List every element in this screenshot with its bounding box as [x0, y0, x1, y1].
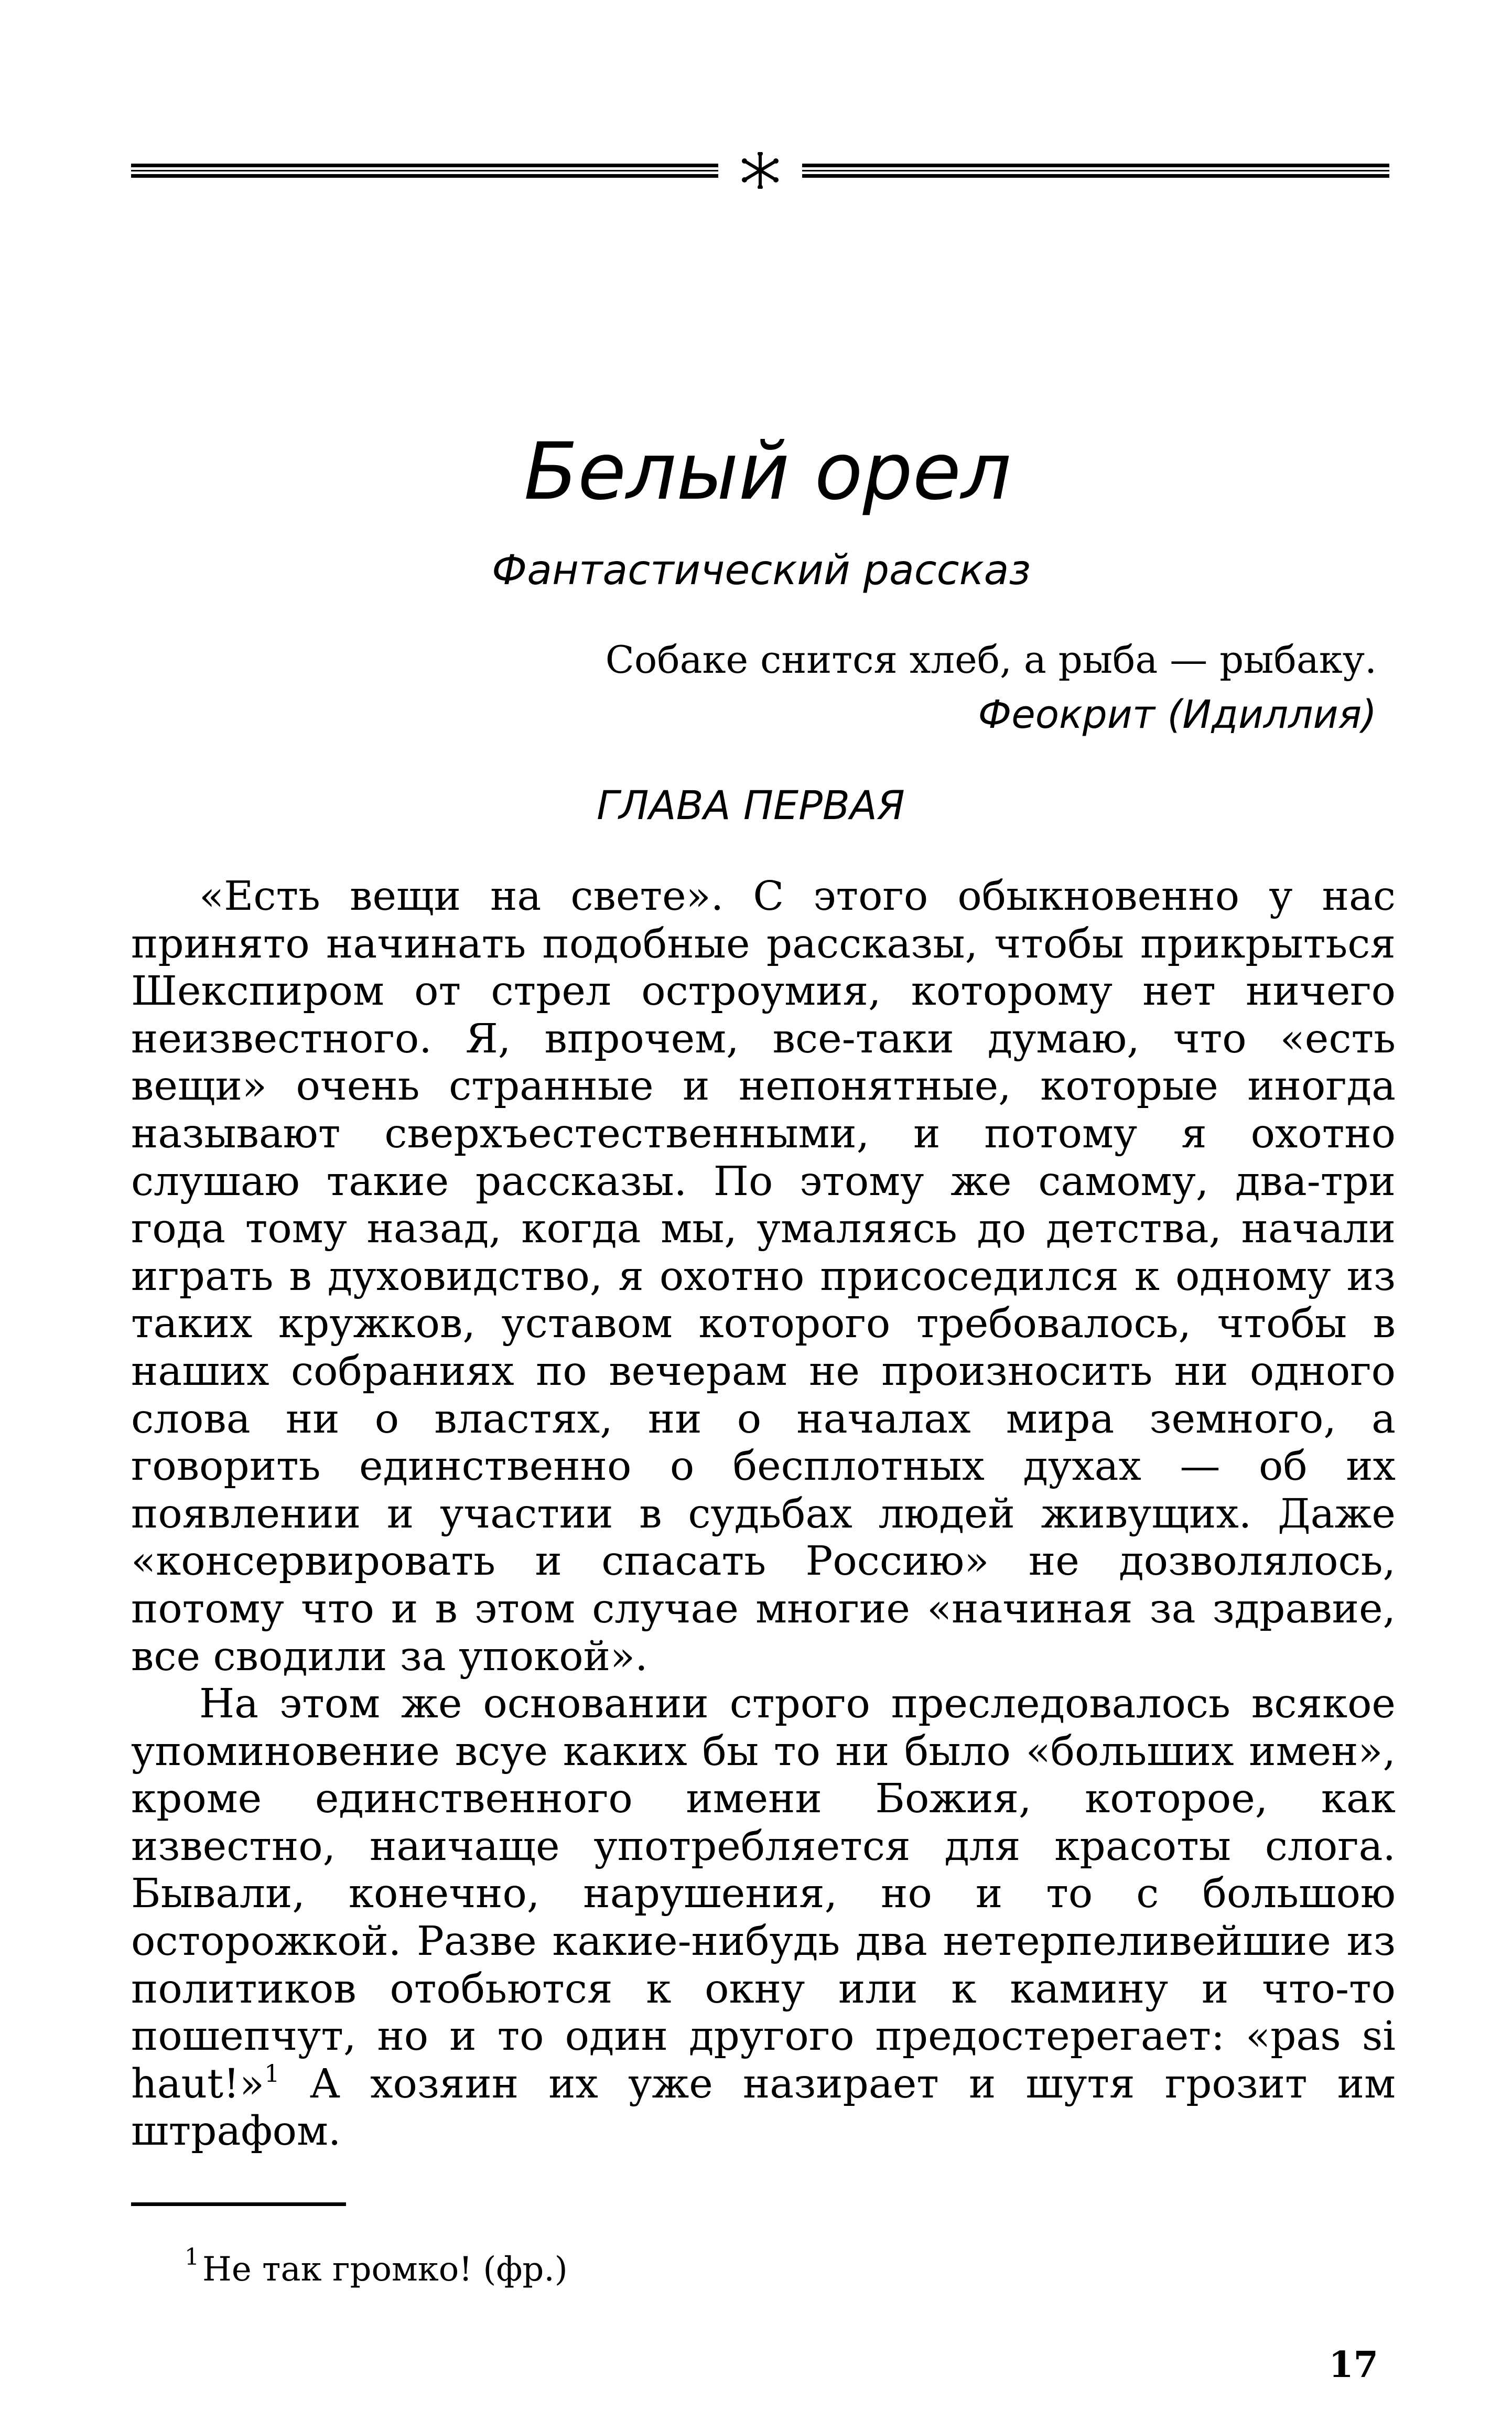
- paragraph-text: А хозяин их уже назирает и шутя грозит им штрафом.: [131, 2060, 1396, 2155]
- story-title: Белый орел: [524, 426, 1011, 518]
- paragraph: «Есть вещи на свете». С этого обыкновенно у нас принято начинать подобные рассказы, чтобы прикрыться Шекспиром от стрел остроумия, которому нет ничего неизвестного. Я, впрочем, все-таки думаю, что «есть вещи» очень странные и непонятные, которые иногда называют сверхъестественными, и потому я охотно слушаю такие рассказы. По этому же самому, два-три года тому назад, когда мы, умаляясь до детства, начали играть в духовидство, я охотно присоседился к одному из таких кружков, уставом которого требовалось, чтобы в наших собраниях по вечерам не произносить ни одного слова ни о властях, ни о началах мира земного, а говорить единственно о бесплотных духах — об их появлении и участии в судьбах людей живущих. Даже «консервировать и спасать Россию» не дозволялось, потому что и в этом случае многие «начиная за здравие, все сводили за упокой».: [131, 873, 1396, 1680]
- header-rule-right: [802, 164, 1389, 178]
- epigraph: [606, 633, 1377, 741]
- footnote-mark: 1: [185, 2244, 199, 2271]
- epigraph-author: Феокрит (Идиллия): [978, 692, 1377, 737]
- header-ornament: [131, 152, 1389, 189]
- footnote-reference: 1: [264, 2059, 280, 2088]
- chapter-heading: ГЛАВА ПЕРВАЯ: [597, 782, 905, 829]
- epigraph-text: Собаке снится хлеб, а рыба — рыбаку.: [605, 638, 1377, 682]
- page-number: 17: [1329, 2344, 1378, 2386]
- asterisk-ornament-icon: [742, 152, 779, 189]
- story-subtitle: Фантастический рассказ: [492, 547, 1031, 594]
- header-rule-left: [131, 164, 718, 178]
- footnote-text: Не так громко! (фр.): [202, 2250, 568, 2289]
- paragraph-text: На этом же основании строго преследовалось всякое упоминовение всуе каких бы то ни было «больших имен», кроме единственного имени Божия, которое, как известно, наичаще употребляется для красоты слога. Бывали, конечно, нарушения, но и то с большою осторожкой. Разве какие-нибудь два нетерпеливейшие из политиков отобьются к окну или к камину и что-то пошепчут, но и то один другого предостерегает: «pas si haut!»: [131, 1681, 1396, 2107]
- footnote-divider: [131, 2202, 346, 2206]
- footnote: [185, 2243, 568, 2296]
- body-text: [131, 873, 1396, 2156]
- paragraph: [131, 1681, 1396, 2156]
